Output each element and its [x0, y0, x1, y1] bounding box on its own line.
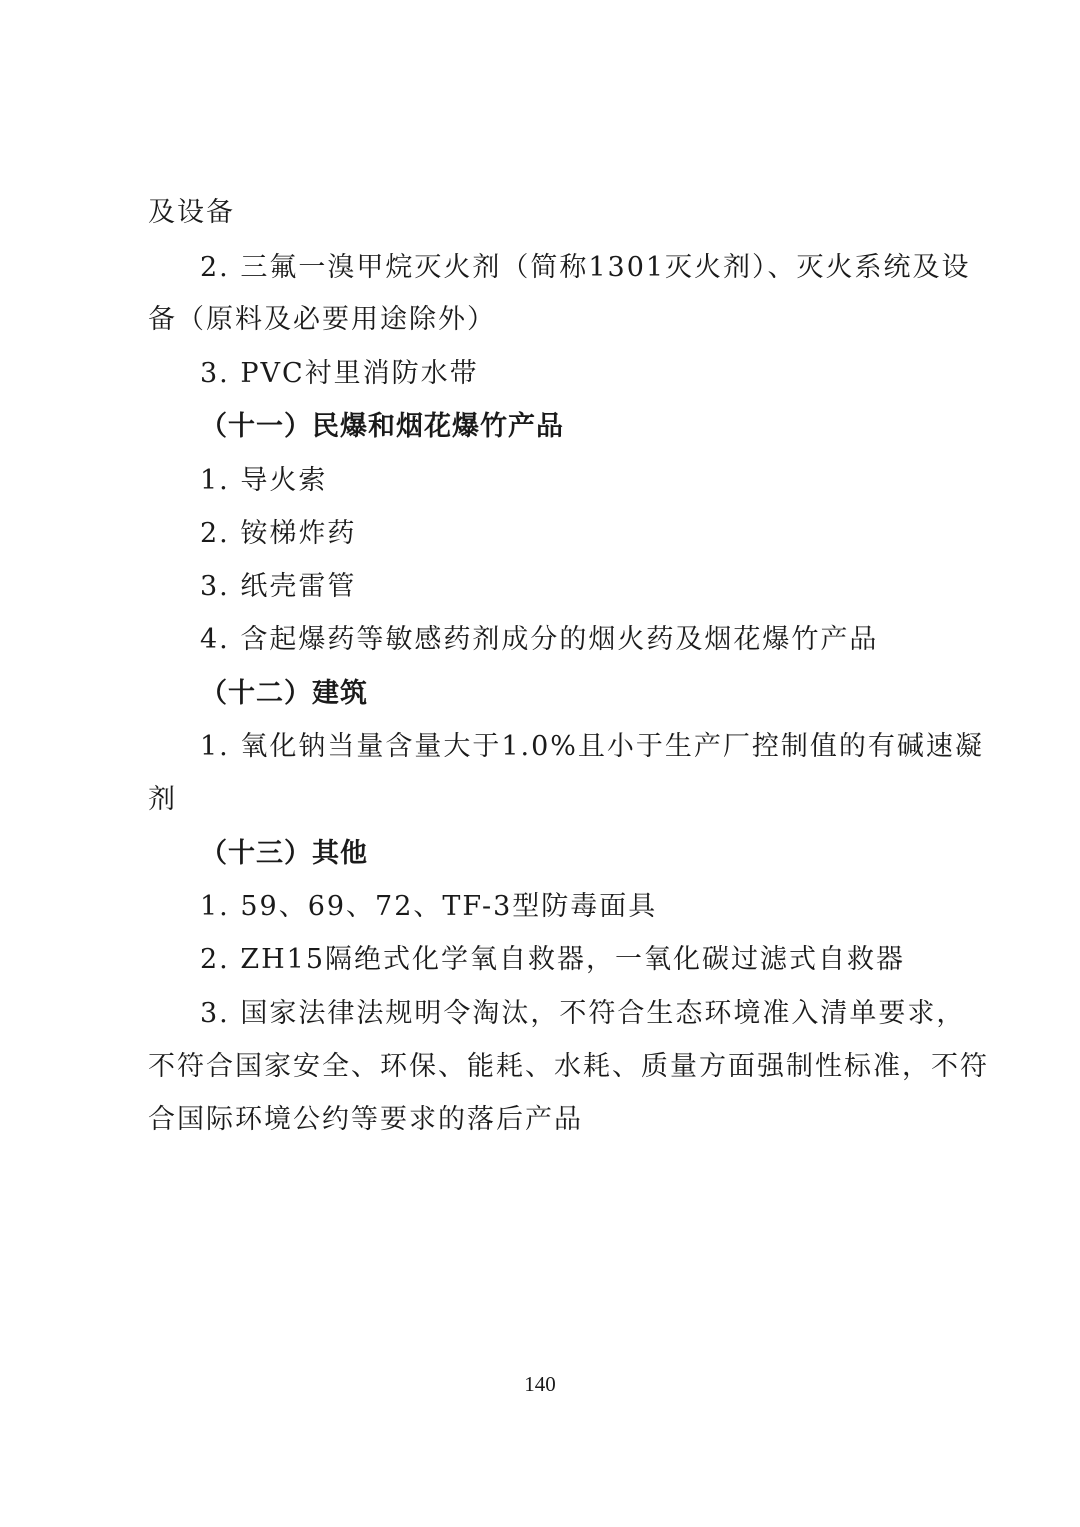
- list-item-obsolete-products: 3. 国家法律法规明令淘汰，不符合生态环境准入清单要求，: [200, 998, 966, 1029]
- list-item-pvc-fire-hose: 3. PVC衬里消防水带: [200, 358, 479, 389]
- list-item-fuse: 1. 导火索: [200, 465, 328, 496]
- list-item-paper-detonator: 3. 纸壳雷管: [200, 571, 357, 602]
- section-heading-13: （十三）其他: [200, 838, 368, 869]
- text-line-continuation: 备（原料及必要用途除外）: [148, 304, 496, 335]
- list-item-fireworks: 4. 含起爆药等敏感药剂成分的烟火药及烟花爆竹产品: [200, 624, 879, 655]
- list-item-1301-extinguishing-agent: 2. 三氟一溴甲烷灭火剂（简称1301灭火剂）、灭火系统及设: [200, 252, 971, 283]
- text-line-continuation: 合国际环境公约等要求的落后产品: [148, 1104, 583, 1135]
- text-line-continuation: 剂: [148, 784, 177, 815]
- list-item-accelerator: 1. 氧化钠当量含量大于1.0%且小于生产厂控制值的有碱速凝: [200, 731, 984, 762]
- section-heading-12: （十二）建筑: [200, 678, 368, 709]
- page-number: 140: [524, 1372, 556, 1396]
- text-line-continuation: 不符合国家安全、环保、能耗、水耗、质量方面强制性标准，不符: [148, 1051, 989, 1082]
- section-heading-11: （十一）民爆和烟花爆竹产品: [200, 411, 564, 442]
- list-item-ammonium-explosive: 2. 铵梯炸药: [200, 518, 357, 549]
- list-item-gas-masks: 1. 59、69、72、TF-3型防毒面具: [200, 891, 658, 922]
- list-item-self-rescuer: 2. ZH15隔绝式化学氧自救器，一氧化碳过滤式自救器: [200, 944, 906, 975]
- text-line-continuation: 及设备: [148, 197, 235, 228]
